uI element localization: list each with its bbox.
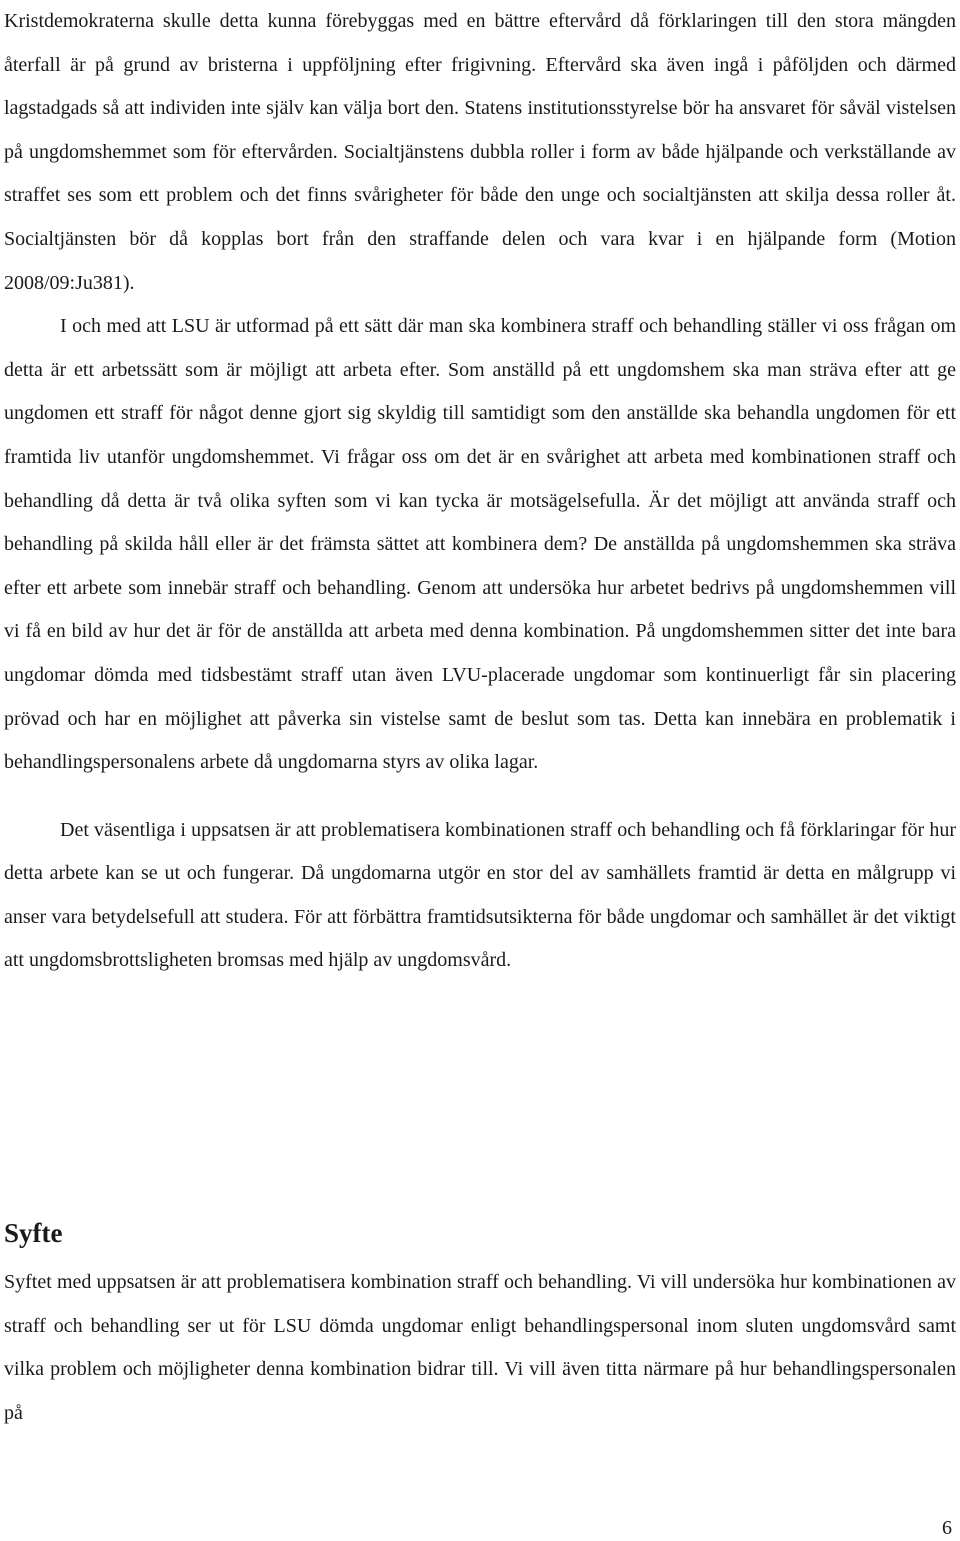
section-paragraph: Syftet med uppsatsen är att problematisera kombination straff och behandling. Vi vill undersöka hur kombinationen av straff och behandling ser ut för LSU dömda ungdomar enligt behandlingspersonal inom sluten ungdomsvård samt vilka problem och möjligheter denna kombination bidrar till. Vi vill även titta närmare på hur behandlingspersonalen på <box>4 1271 956 1424</box>
body-paragraph: Det väsentliga i uppsatsen är att problematisera kombinationen straff och behandling och få förklaringar för hur detta arbete kan se ut och fungerar. Då ungdomarna utgör en stor del av samhällets framtid är detta en målgrupp vi anser vara betydelsefull att studera. För att förbättra framtidsutsikterna för både ungdomar och samhället är det viktigt att ungdomsbrottsligheten bromsas med hjälp av ungdomsvård. <box>4 818 956 972</box>
page-number: 6 <box>942 1517 952 1539</box>
body-paragraph: Kristdemokraterna skulle detta kunna förebyggas med en bättre eftervård då förklaringen till den stora mängden återfall är på grund av bristerna i uppföljning efter frigivning. Eftervård ska även ingå i påföljden och därmed lagstadgads så att individen inte själv kan välja bort den. Statens institutionsstyrelse bör ha ansvaret för såväl vistelsen på ungdomshemmet som för eftervården. Socialtjänstens dubbla roller i form av både hjälpande och verkställande av straffet ses som ett problem och det finns svårigheter för både den unge och socialtjänsten att skilja dessa roller åt. Socialtjänsten bör då kopplas bort från den straffande delen och vara kvar i en hjälpande form (Motion 2008/09:Ju381). <box>4 10 956 294</box>
document-page <box>4 0 956 1424</box>
section-heading: Syfte <box>4 1218 63 1248</box>
body-paragraph: I och med att LSU är utformad på ett sätt där man ska kombinera straff och behandling ställer vi oss frågan om detta är ett arbetssätt som är möjligt att arbeta efter. Som anställd på ett ungdomshem ska man sträva efter att ge ungdomen ett straff för något denne gjort sig skyldig till samtidigt som den anställde ska behandla ungdomen för ett framtida liv utanför ungdomshemmet. Vi frågar oss om det är en svårighet att arbeta med kombinationen straff och behandling då detta är två olika syften som vi kan tycka är motsägelsefulla. Är det möjligt att använda straff och behandling på skilda håll eller är det främsta sättet att kombinera dem? De anställda på ungdomshemmen ska sträva efter ett arbete som innebär straff och behandling. Genom att undersöka hur arbetet bedrivs på ungdomshemmen vill vi få en bild av hur det är för de anställda att arbeta med denna kombination. På ungdomshemmen sitter det inte bara ungdomar dömda med tidsbestämt straff utan även LVU-placerade ungdomar som kontinuerligt får sin placering prövad och har en möjlighet att påverka sin vistelse samt de beslut som tas. Detta kan innebära en problematik i behandlingspersonalens arbete då ungdomarna styrs av olika lagar. <box>4 315 956 774</box>
